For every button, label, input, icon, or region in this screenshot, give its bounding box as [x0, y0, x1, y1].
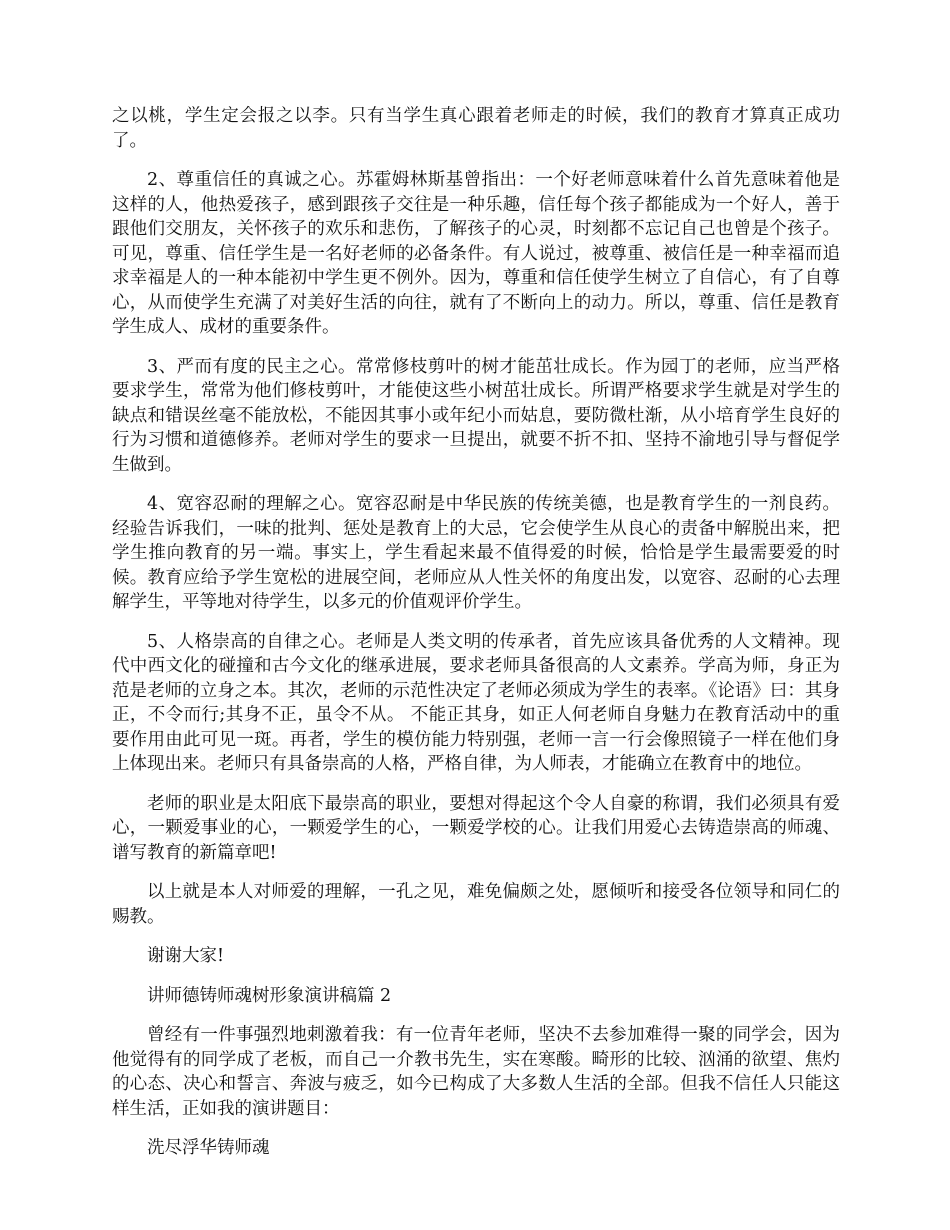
paragraph-closing-remark: 以上就是本人对师爱的理解，一孔之见，难免偏颇之处，愿倾听和接受各位领导和同仁的赐教。 — [112, 882, 840, 927]
paragraph-conclusion: 老师的职业是太阳底下最崇高的职业，要想对得起这个令人自豪的称谓，我们必须具有爱心，一颗爱事业的心，一颗爱学生的心，一颗爱学校的心。让我们用爱心去铸造崇高的师魂、谱写教育的新篇章吧! — [112, 793, 840, 863]
paragraph-point-5: 5、人格崇高的自律之心。老师是人类文明的传承者，首先应该具备优秀的人文精神。现代中西文化的碰撞和古今文化的继承进展，要求老师具备很高的人文素养。学高为师，身正为范是老师的立身之本。其次，老师的示范性决定了老师必须成为学生的表率。《论语》曰：其身正，不令而行;其身不正，虽令不从。 不能正其身，如正人何老师自身魅力在教育活动中的重要作用由此可见一斑。再者，学生的模仿能力特别强，老师一言一行会像照镜子一样在他们身上体现出来。老师只有具备崇高的人格，严格自律，为人师表，才能确立在教育中的地位。 — [112, 631, 840, 774]
paragraph-point-2: 2、尊重信任的真诚之心。苏霍姆林斯基曾指出：一个好老师意味着什么首先意味着他是这样的人，他热爱孩子，感到跟孩子交往是一种乐趣，信任每个孩子都能成为一个好人，善于跟他们交朋友，关怀孩子的欢乐和悲伤，了解孩子的心灵，时刻都不忘记自己也曾是个孩子。可见，尊重、信任学生是一名好老师的必备条件。有人说过，被尊重、被信任是一种幸福而追求幸福是人的一种本能初中学生更不例外。因为，尊重和信任使学生树立了自信心，有了自尊心，从而使学生充满了对美好生活的向往，就有了不断向上的动力。所以，尊重、信任是教育学生成人、成材的重要条件。 — [112, 170, 840, 337]
speech-title: 洗尽浮华铸师魂 — [147, 1138, 270, 1158]
paragraph-continuation: 之以桃，学生定会报之以李。只有当学生真心跟着老师走的时候，我们的教育才算真正成功了。 — [112, 106, 840, 151]
section-heading: 讲师德铸师魂树形象演讲稿篇 2 — [147, 985, 392, 1006]
paragraph-thanks: 谢谢大家! — [147, 946, 225, 966]
document-page — [112, 104, 840, 1176]
paragraph-speech-2-intro: 曾经有一件事强烈地刺激着我：有一位青年老师，坚决不去参加难得一聚的同学会，因为他觉得有的同学成了老板，而自己一介教书先生，实在寒酸。畸形的比较、汹涌的欲望、焦灼的心态、决心和誓言、奔波与疲乏，如今已构成了大多数人生活的全部。但我不信任人只能这样生活，正如我的演讲题目： — [112, 1025, 840, 1119]
paragraph-point-4: 4、宽容忍耐的理解之心。宽容忍耐是中华民族的传统美德，也是教育学生的一剂良药。经验告诉我们，一味的批判、惩处是教育上的大忌，它会使学生从良心的责备中解脱出来，把学生推向教育的另一端。事实上，学生看起来最不值得爱的时候，恰恰是学生最需要爱的时候。教育应给予学生宽松的进展空间，老师应从人性关怀的角度出发，以宽容、忍耐的心去理解学生，平等地对待学生，以多元的价值观评价学生。 — [112, 494, 840, 612]
paragraph-point-3: 3、严而有度的民主之心。常常修枝剪叶的树才能茁壮成长。作为园丁的老师，应当严格要求学生，常常为他们修枝剪叶，才能使这些小树茁壮成长。所谓严格要求学生就是对学生的缺点和错误丝毫不能放松，不能因其事小或年纪小而姑息，要防微杜渐，从小培育学生良好的行为习惯和道德修养。老师对学生的要求一旦提出，就要不折不扣、坚持不渝地引导与督促学生做到。 — [112, 356, 840, 475]
